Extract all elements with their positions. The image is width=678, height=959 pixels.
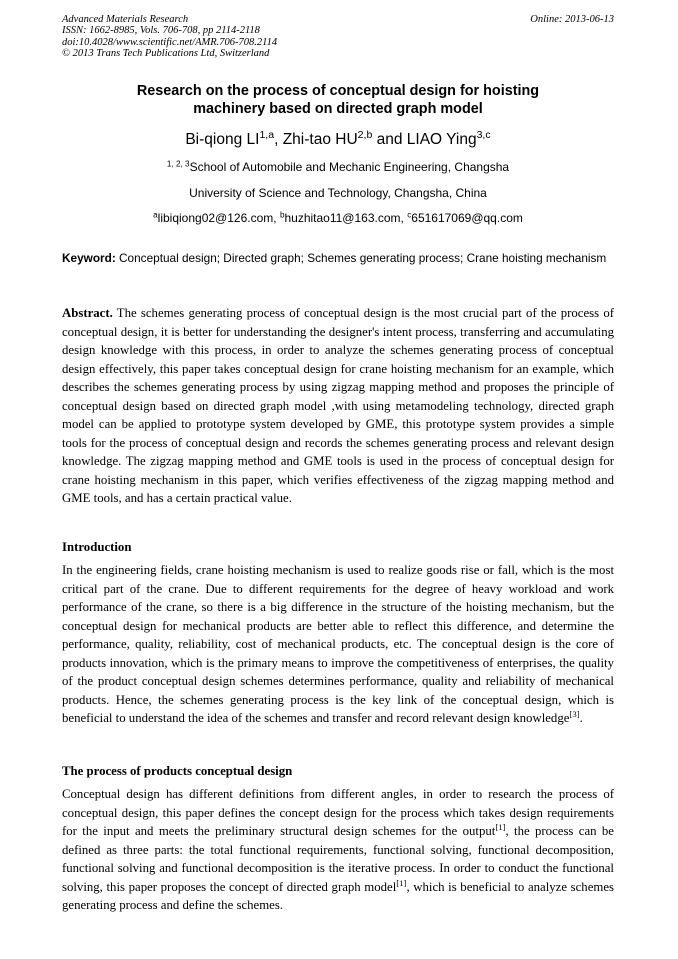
journal-header (62, 14, 614, 60)
affiliation-marker: 1, 2, 3 (166, 159, 190, 169)
title-line-1: Research on the process of conceptual design for hoisting (136, 83, 540, 99)
online-date: Online: 2013-06-13 (530, 14, 614, 25)
author-list (62, 130, 614, 150)
abstract-label: Abstract. (62, 306, 113, 320)
citation: [1] (495, 822, 506, 833)
author-separator: , (274, 131, 283, 148)
citation: [1] (396, 877, 407, 888)
author-1: Bi-qiong LI (185, 131, 260, 148)
affiliation-line-1: $^{1, 2, 3}$School of Automobile and Mechanic Engineering, Changsha (166, 159, 510, 174)
introduction-body: In the engineering fields, crane hoisting mechanism is used to realize goods rise or fall, which is the most critical part of the crane. Due to different requirements for the degree of heavy workload and work performance of the crane, so there is a big difference in the structure of the hoisting mechanism, but the conceptual design for mechanical products are better able to reflect this difference, and determine the performance, quality, reliability, cost of mechanical products, etc. The conceptual design is the core of products innovation, which is the primary means to improve the competitiveness of enterprises, the quality of the product conceptual design schemes determines performance, quality and reliability of mechanical products. Hence, the schemes generating process is the key link of the conceptual design, which is beneficial to understand the idea of the schemes and transfer and record relevant design knowledge[3]. (62, 563, 614, 725)
author-3-affil: 3,c (476, 129, 491, 142)
process-body: Conceptual design has different definitions from different angles, in order to research the process of conceptual design, this paper defines the concept design for the process which takes design requirements for the input and meets the preliminary structural design schemes for the output[1], the process can be defined as three parts: the total functional requirements, functional solving, functional decomposition, functional solving and functional decomposition is the iterative process. In order to conduct the functional solving, this paper proposes the concept of directed graph model[1], which is beneficial to analyze schemes generating process and define the schemes. (62, 787, 614, 912)
author-2: Zhi-tao HU (282, 131, 358, 148)
citation: [3] (569, 709, 580, 720)
introduction-heading: Introduction (62, 540, 132, 554)
author-1-affil: 1,a (259, 129, 275, 142)
copyright-line: © 2013 Trans Tech Publications Ltd, Switzerland (62, 48, 270, 60)
email-b: huzhitao11@163.com, (284, 211, 408, 225)
email-c: 651617069@qq.com (411, 211, 523, 225)
keywords (62, 250, 614, 266)
doi-line: doi:10.4028/www.scientific.net/AMR.706-708.2114 (62, 36, 278, 48)
abstract (62, 304, 614, 508)
affiliation-line-2: University of Science and Technology, Changsha, China (189, 186, 487, 200)
abstract-text: The schemes generating process of conceptual design is the most crucial part of the process of conceptual design, it is better for understanding the designer's intent process, transferring and accumulating design knowledge with this process, in order to analyze the schemes generating process of conceptual design effectively, this paper takes conceptual design for crane hoisting mechanism for an example, which describes the schemes generating process by using zigzag mapping method and proposes the principle of conceptual design based on directed graph model ,with using metamodeling technology, directed graph model can be applied to prototype system developed by GME, this prototype system provides a simple tools for the process of conceptual design and records the schemes generating process and relevant design knowledge. The zigzag mapping method and GME tools is used in the process of conceptual design for crane hoisting mechanism in this paper, which verifies effectiveness of the zigzag mapping method and GME tools, and has a certain practical value. (62, 306, 614, 505)
email-line: $^a$libiqiong02@126.com, $^b$huzhitao11@163.com, $^c$651617069@qq.com (153, 210, 523, 225)
author-3: LIAO Ying (406, 131, 477, 148)
process-heading: The process of products conceptual design (62, 764, 293, 778)
author-2-affil: 2,b (357, 129, 373, 142)
journal-name: Advanced Materials Research (62, 14, 189, 25)
keywords-label: Keyword: (62, 251, 116, 265)
author-separator: and (372, 131, 407, 148)
issn-line: ISSN: 1662-8985, Vols. 706-708, pp 2114-2118 (62, 25, 260, 37)
email-a: libiqiong02@126.com, (157, 211, 280, 225)
keywords-text: Conceptual design; Directed graph; Schemes generating process; Crane hoisting mechanism (115, 251, 607, 265)
paper-title (62, 82, 614, 118)
title-line-2: machinery based on directed graph model (193, 101, 483, 117)
